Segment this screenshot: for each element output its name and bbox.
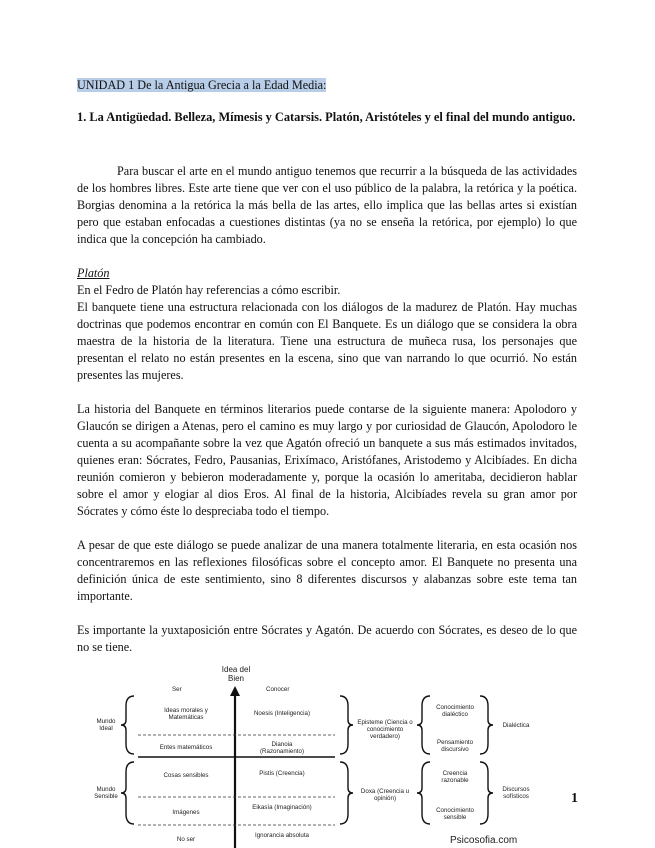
- unit-heading: [77, 77, 326, 94]
- unit-title: De la Antigua Grecia a la Edad Media:: [134, 78, 327, 92]
- unit-label: UNIDAD 1: [77, 78, 135, 92]
- pistis-label: Pistis (Creencia): [259, 770, 305, 777]
- discursos-sofisticos-label: Discursos sofísticos: [502, 786, 530, 800]
- doxa-label: Doxa (Creencia u opinión): [360, 788, 410, 802]
- episteme-label: Episteme (Ciencia o conocimiento verdadero): [357, 719, 413, 740]
- intro-block: [77, 163, 577, 248]
- cosas-sensibles-label: Cosas sensibles: [163, 772, 209, 779]
- source-site-label: Psicosofia.com: [450, 835, 518, 846]
- dianoia-label: Dianoia (Razonamiento): [259, 741, 305, 755]
- page-number: 1: [571, 791, 578, 806]
- paragraph-fedro: En el Fedro de Platón hay referencias a cómo escribir.: [77, 283, 341, 297]
- creencia-razonable-label: Creencia razonable: [441, 770, 469, 784]
- eikasia-label: Eikasía (Imaginación): [252, 804, 312, 811]
- paragraph-banquete-story: La historia del Banquete en términos literarios puede contarse de la siguiente manera: Apolodoro y Glaucón se dirigen a Atenas, pero el camino es muy largo y por curiosidad de Glaucón, Apolodoro le cuenta a su acompañante sobre la vez que Agatón ofreció un banquete a sus más estimados invitados, quienes eran: Sócrates, Fedro, Pausanias, Erixímaco, Aristófanes, Aristodemo y Alcibíades. En dicha reunión comieron y bebieron moderadamente y, porque la ocasión lo ameritaba, decidieron hablar sobre el amor y elogiar al dios Eros. Al final de la historia, Alcibíades revela su gran amor por Sócrates y cómo éste lo despreciaba todo el tiempo.: [77, 402, 577, 518]
- paragraph-banquete-structure: El banquete tiene una estructura relacionada con los diálogos de la madurez de Platón. Hay muchas doctrinas que podemos encontrar en común con El Banquete. Es un diálogo que se considera la obra maestra de la historia de la literatura. Tiene una estructura de muñeca rusa, los personajes que presentan el relato no están presentes en la escena, sino que van narrando lo que ocurrió. No están presentes las mujeres.: [77, 300, 577, 382]
- entes-matematicos-label: Entes matemáticos: [159, 744, 213, 751]
- conocimiento-sensible-label: Conocimiento sensible: [436, 807, 474, 821]
- platon-block: [77, 265, 577, 384]
- platon-heading: Platón: [77, 266, 110, 280]
- pensamiento-discursivo-label: Pensamiento discursivo: [436, 739, 474, 753]
- mundo-sensible-label: Mundo Sensible: [94, 786, 118, 800]
- section-title: 1. La Antigüedad. Belleza, Mímesis y Catarsis. Platón, Aristóteles y el final del mundo antiguo.: [77, 110, 576, 124]
- paragraph-amor: A pesar de que este diálogo se puede analizar de una manera totalmente literaria, en esta ocasión nos concentraremos en las reflexiones filosóficas sobre el concepto amor. El Banquete no presenta una definición única de este sentimiento, sino 8 diferentes discursos y alabanzas sobre este tema tan importante.: [77, 538, 577, 603]
- idea-del-bien-label: Idea del Bien: [221, 665, 251, 683]
- ignorancia-label: Ignorancia absoluta: [254, 832, 309, 839]
- dialectica-label: Dialéctica: [502, 722, 530, 729]
- mundo-inteligible-label: Mundo Ideal: [96, 718, 116, 732]
- conocimiento-dialectico-label: Conocimiento dialéctico: [436, 704, 474, 718]
- conocer-label: Conocer: [266, 686, 290, 693]
- imagenes-label: Imágenes: [172, 809, 200, 816]
- ideas-morales-label: Ideas morales y Matemáticas: [164, 707, 208, 721]
- noesis-label: Noesis (Inteligencia): [253, 710, 311, 717]
- no-ser-label: No ser: [176, 836, 196, 843]
- platonic-line-diagram: [90, 662, 540, 848]
- intro-paragraph: Para buscar el arte en el mundo antiguo tenemos que recurrir a la búsqueda de las actividades de los hombres libres. Este arte tiene que ver con el uso público de la palabra, la retórica y la poética. Borgias denomina a la retórica la más bella de las artes, ello implica que las bellas artes si existían pero que estaban enfocadas a cuestiones distintas (ya no se enseña la retórica, por ejemplo) lo que indica que la concepción ha cambiado.: [77, 164, 577, 246]
- paragraph-yuxtaposicion: Es importante la yuxtaposición entre Sócrates y Agatón. De acuerdo con Sócrates, es deseo de lo que no se tiene.: [77, 623, 577, 654]
- ser-label: Ser: [172, 686, 182, 693]
